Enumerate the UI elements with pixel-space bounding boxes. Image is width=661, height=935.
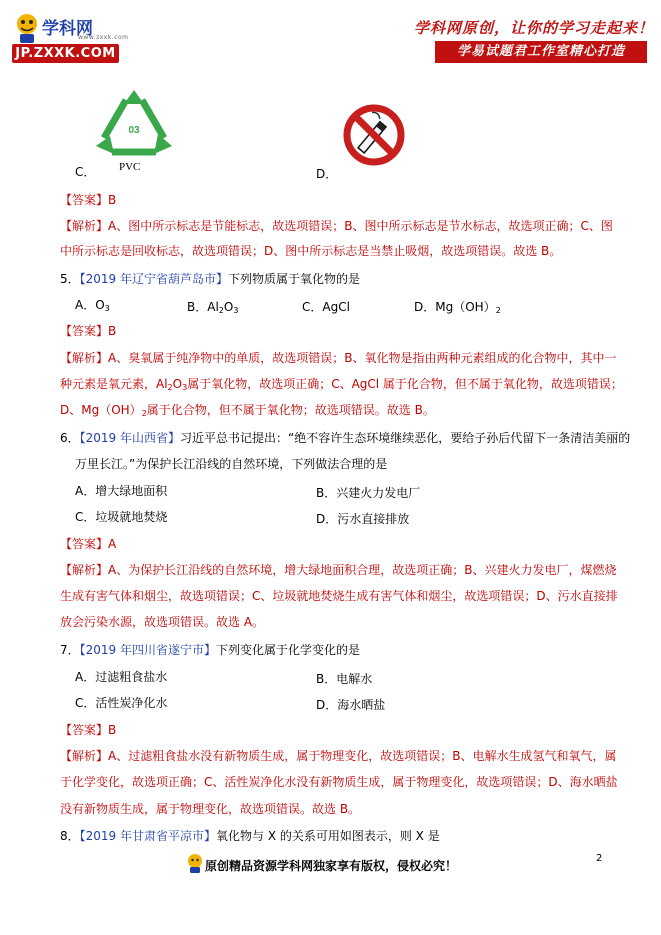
analysis-prev-line2: 中所示标志是回收标志，故选项错误；D、图中所示标志是当禁止吸烟，故选项错误。故选 B。	[60, 244, 562, 258]
question-8-number: 8．	[60, 829, 80, 843]
footer-copyright: 原创精品资源学科网独家享有版权，侵权必究！	[205, 859, 458, 873]
analysis-5-line1: 【解析】A、臭氧属于纯净物中的单质，故选项错误；B、氧化物是指由两种元素组成的化合物中，其中一	[60, 351, 617, 365]
question-5-stem	[60, 272, 360, 286]
question-6-text-2: 万里长江。”为保护长江沿线的自然环境，下列做法合理的是	[75, 457, 388, 471]
question-7-option-d: D．海水晒盐	[316, 698, 386, 712]
analysis-6-line1: 【解析】A、为保护长江沿线的自然环境，增大绿地面积合理，故选项正确；B、兴建火力发电厂，煤燃烧	[60, 563, 617, 577]
logo-sub: www.zxxk.com	[78, 34, 129, 41]
question-6-text-1: 习近平总书记提出：“绝不容许生态环境继续恶化，要给子孙后代留下一条清洁美丽的	[180, 431, 631, 445]
analysis-6-line2: 生成有害气体和烟尘，故选项错误；C、垃圾就地焚烧生成有害气体和烟尘，故选项错误；D、污水直接排	[60, 589, 618, 603]
question-6-source: 【2019 年山西省】	[79, 431, 180, 445]
question-6-option-c: C．垃圾就地焚烧	[75, 510, 168, 524]
slogan: 学科网原创，让你的学习走起来！	[414, 19, 655, 37]
question-5-option-d: D．$Mg(OH)_2$	[414, 300, 501, 315]
answer-prev: 【答案】B	[60, 193, 117, 207]
studio-banner: 学易试题君工作室精心打造	[435, 41, 647, 63]
question-6-option-d: D．污水直接排放	[316, 512, 410, 526]
analysis-prev-line1: 【解析】A、图中所示标志是节能标志，故选项错误；B、图中所示标志是节水标志，故选项正确；C、图	[60, 219, 613, 233]
question-7-text: 下列变化属于化学变化的是	[216, 643, 361, 657]
logo-name: 学科网	[42, 19, 93, 39]
option-d-label: D．	[316, 167, 338, 181]
question-7-number: 7．	[60, 643, 80, 657]
question-8-stem	[60, 829, 440, 843]
question-8-source: 【2019 年甘肃省平凉市】	[79, 829, 216, 843]
question-7-option-a: A．过滤粗食盐水	[75, 670, 168, 684]
question-7-source: 【2019 年四川省遂宁市】	[79, 643, 216, 657]
question-5-number: 5．	[60, 272, 80, 286]
question-8-text: 氧化物与 X 的关系可用如图表示，则 X 是	[216, 829, 440, 843]
answer-6: 【答案】A	[60, 537, 117, 551]
recycle-number: 03	[128, 125, 140, 136]
question-5-option-c: C．AgCl	[302, 300, 350, 314]
question-6-stem	[60, 431, 630, 445]
question-7-stem	[60, 643, 360, 657]
question-7-option-c: C．活性炭净化水	[75, 696, 168, 710]
analysis-7-line2: 于化学变化，故选项正确；C、活性炭净化水没有新物质生成，属于物理变化，故选项错误；D、海水晒盐	[60, 775, 618, 789]
question-7-option-b: B．电解水	[316, 672, 373, 686]
answer-7: 【答案】B	[60, 723, 117, 737]
question-5-text: 下列物质属于氧化物的是	[228, 272, 361, 286]
question-6-option-b: B．兴建火力发电厂	[316, 486, 421, 500]
logo-mascot-icon	[12, 12, 42, 44]
question-5-source: 【2019 年辽宁省葫芦岛市】	[79, 272, 228, 286]
analysis-5-line3: D、$Mg(OH)_2$属于化合物，但不属于氧化物；故选项错误。故选 B。	[60, 403, 435, 418]
question-6-option-a: A．增大绿地面积	[75, 484, 168, 498]
answer-5: 【答案】B	[60, 324, 117, 338]
analysis-5-line2: 种元素是氧元素，$Al_2O_3$属于氧化物，故选项正确；C、AgCl 属于化合物，但不属于氧化物，故选项错误；	[60, 377, 623, 392]
question-6-number: 6．	[60, 431, 80, 445]
analysis-6-line3: 放会污染水源，故选项错误。故选 A。	[60, 615, 265, 629]
analysis-7-line3: 没有新物质生成，属于物理变化，故选项错误。故选 B。	[60, 802, 361, 816]
footer-mascot-icon	[186, 853, 204, 873]
question-5-option-b: B．$Al_2O_3$	[187, 300, 239, 315]
option-c-label: C．	[75, 165, 96, 179]
page-number: 2	[596, 853, 603, 864]
analysis-7-line1: 【解析】A、过滤粗食盐水没有新物质生成，属于物理变化，故选项错误；B、电解水生成氢气和氧气，属	[60, 749, 617, 763]
no-smoking-icon	[336, 103, 412, 167]
recycle-icon	[92, 88, 176, 160]
logo-url[interactable]: JP.ZXXK.COM	[12, 44, 119, 63]
recycle-label: PVC	[119, 161, 141, 173]
question-5-option-a: A．$O_3$	[75, 298, 110, 313]
